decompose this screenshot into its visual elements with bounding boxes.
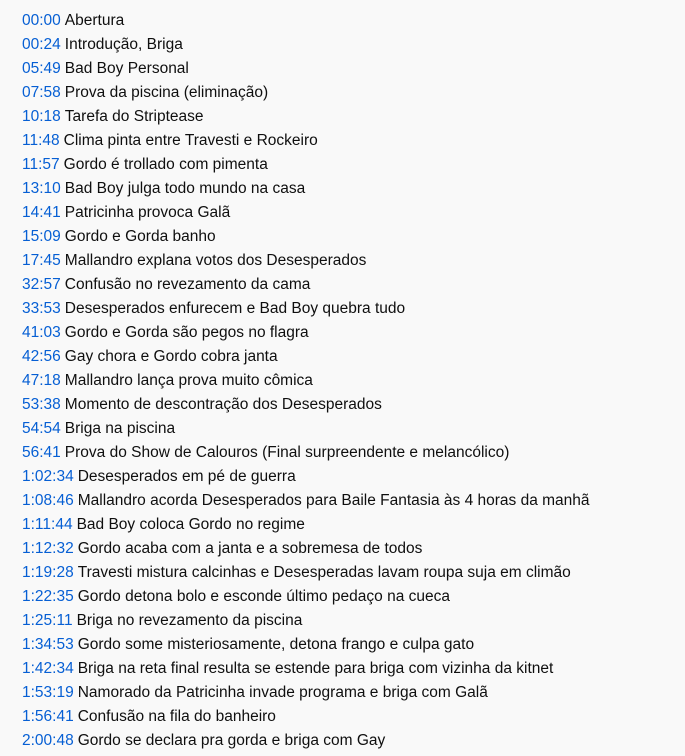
chapter-title: Gordo acaba com a janta e a sobremesa de todos [77,540,423,557]
chapter-timestamp-link[interactable]: 54:54 [22,420,61,437]
chapter-timestamp-link[interactable]: 11:57 [22,156,60,173]
chapter-timestamp-link[interactable]: 13:10 [22,180,61,197]
chapter-item [22,57,590,81]
chapter-title: Tarefa do Striptease [64,108,204,125]
chapter-title: Bad Boy julga todo mundo na casa [64,180,306,197]
chapter-item [22,153,590,177]
chapter-title: Gordo e Gorda são pegos no flagra [64,324,309,341]
chapter-title: Briga na reta final resulta se estende para briga com vizinha da kitnet [77,660,554,677]
chapter-title: Mallandro acorda Desesperados para Baile Fantasia às 4 horas da manhã [77,492,590,509]
chapter-title: Gordo e Gorda banho [64,228,216,245]
chapter-title: Bad Boy coloca Gordo no regime [76,516,305,533]
chapter-item [22,369,590,393]
chapter-timestamp-link[interactable]: 42:56 [22,348,61,365]
chapter-item [22,201,590,225]
chapter-item [22,729,590,753]
chapter-timestamp-link[interactable]: 00:00 [22,12,61,29]
chapter-timestamp-link[interactable]: 53:38 [22,396,61,413]
chapter-title: Desesperados enfurecem e Bad Boy quebra tudo [64,300,406,317]
chapter-timestamp-link[interactable]: 41:03 [22,324,61,341]
chapter-item [22,33,590,57]
chapter-timestamp-link[interactable]: 1:19:28 [22,564,74,581]
chapter-item [22,177,590,201]
chapter-timestamp-link[interactable]: 47:18 [22,372,61,389]
chapter-list [22,9,590,753]
chapter-timestamp-link[interactable]: 1:11:44 [22,516,73,533]
chapter-timestamp-link[interactable]: 56:41 [22,444,61,461]
chapter-title: Namorado da Patricinha invade programa e briga com Galã [77,684,488,701]
chapter-item [22,681,590,705]
chapter-timestamp-link[interactable]: 1:12:32 [22,540,74,557]
chapter-timestamp-link[interactable]: 1:42:34 [22,660,74,677]
chapter-item [22,321,590,345]
chapter-item [22,105,590,129]
chapter-item [22,81,590,105]
chapter-title: Mallandro lança prova muito cômica [64,372,313,389]
chapter-timestamp-link[interactable]: 14:41 [22,204,61,221]
chapter-item [22,129,590,153]
chapter-timestamp-link[interactable]: 32:57 [22,276,61,293]
chapter-title: Confusão na fila do banheiro [77,708,276,725]
chapter-title: Bad Boy Personal [64,60,189,77]
chapter-title: Abertura [64,12,125,29]
chapter-item [22,633,590,657]
chapter-timestamp-link[interactable]: 1:56:41 [22,708,74,725]
chapter-title: Patricinha provoca Galã [64,204,231,221]
chapter-item [22,561,590,585]
chapter-title: Prova da piscina (eliminação) [64,84,269,101]
chapter-timestamp-link[interactable]: 1:08:46 [22,492,74,509]
chapter-title: Confusão no revezamento da cama [64,276,311,293]
chapter-item [22,489,590,513]
chapter-item [22,705,590,729]
chapter-title: Gordo é trollado com pimenta [63,156,268,173]
chapter-item [22,585,590,609]
chapter-item [22,441,590,465]
chapter-timestamp-link[interactable]: 05:49 [22,60,61,77]
chapter-timestamp-link[interactable]: 11:48 [22,132,60,149]
chapter-item [22,417,590,441]
chapter-item [22,273,590,297]
chapter-item [22,657,590,681]
chapter-timestamp-link[interactable]: 07:58 [22,84,61,101]
chapter-title: Clima pinta entre Travesti e Rockeiro [63,132,318,149]
chapter-timestamp-link[interactable]: 1:22:35 [22,588,74,605]
chapter-timestamp-link[interactable]: 1:34:53 [22,636,74,653]
chapter-title: Gordo se declara pra gorda e briga com Gay [77,732,386,749]
chapter-timestamp-link[interactable]: 15:09 [22,228,61,245]
chapter-timestamp-link[interactable]: 2:00:48 [22,732,74,749]
chapter-timestamp-link[interactable]: 1:02:34 [22,468,74,485]
chapter-timestamp-link[interactable]: 1:53:19 [22,684,74,701]
chapter-title: Prova do Show de Calouros (Final surpreendente e melancólico) [64,444,510,461]
chapter-title: Desesperados em pé de guerra [77,468,296,485]
chapter-timestamp-link[interactable]: 00:24 [22,36,61,53]
chapter-item [22,249,590,273]
chapter-title: Gordo some misteriosamente, detona frango e culpa gato [77,636,475,653]
chapter-title: Gordo detona bolo e esconde último pedaço na cueca [77,588,450,605]
chapter-item [22,393,590,417]
chapter-item [22,225,590,249]
chapter-item [22,537,590,561]
chapter-item [22,465,590,489]
chapter-title: Introdução, Briga [64,36,183,53]
chapter-timestamp-link[interactable]: 33:53 [22,300,61,317]
chapter-timestamp-link[interactable]: 10:18 [22,108,61,125]
chapter-timestamp-link[interactable]: 1:25:11 [22,612,73,629]
chapter-title: Momento de descontração dos Desesperados [64,396,382,413]
chapter-title: Gay chora e Gordo cobra janta [64,348,278,365]
chapter-title: Mallandro explana votos dos Desesperados [64,252,367,269]
chapter-item [22,297,590,321]
chapter-title: Travesti mistura calcinhas e Desesperadas lavam roupa suja em climão [77,564,571,581]
chapter-title: Briga na piscina [64,420,176,437]
chapter-timestamp-link[interactable]: 17:45 [22,252,61,269]
chapter-item [22,609,590,633]
chapter-item [22,9,590,33]
chapter-title: Briga no revezamento da piscina [76,612,303,629]
chapter-item [22,513,590,537]
chapter-item [22,345,590,369]
